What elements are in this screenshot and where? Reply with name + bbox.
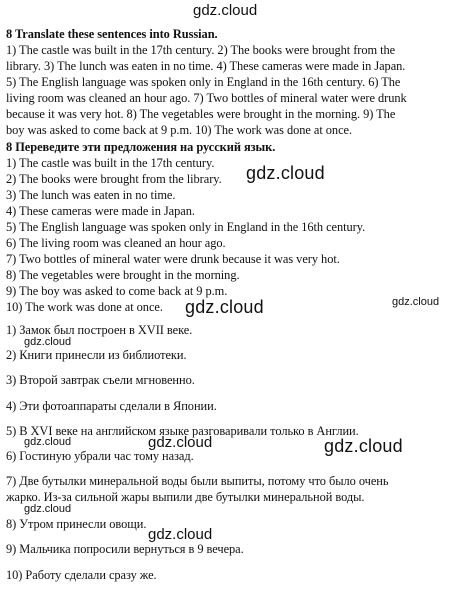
watermark: gdz.cloud (148, 526, 213, 543)
sentence-item: 4) These cameras were made in Japan. (6, 204, 195, 218)
answer-line: 2) Книги принесли из библиотеки. (6, 348, 187, 362)
answer-line: 5) В XVI веке на английском языке разговаривали только в Англии. (6, 424, 359, 438)
paragraph-line: 5) The English language was spoken only in England in the 16th century. 6) The (6, 75, 401, 89)
sentence-item: 1) The castle was built in the 17th century. (6, 156, 215, 170)
watermark: gdz.cloud (24, 503, 72, 515)
sentence-item: 5) The English language was spoken only in England in the 16th century. (6, 220, 366, 234)
paragraph-line: boy was asked to come back at 9 p.m. 10) The work was done at once. (6, 123, 353, 137)
paragraph-line: living room was cleaned an hour ago. 7) Two bottles of mineral water were drunk (6, 91, 407, 105)
sentence-item: 2) The books were brought from the library. (6, 172, 222, 186)
watermark: gdz.cloud (24, 336, 72, 348)
sentence-item: 6) The living room was cleaned an hour ago. (6, 236, 226, 250)
watermark: gdz.cloud (148, 434, 213, 451)
paragraph-line: 1) The castle was built in the 17th century. 2) The books were brought from the (6, 43, 396, 57)
watermark: gdz.cloud (185, 297, 264, 317)
watermark: gdz.cloud (392, 296, 440, 308)
answer-line: 8) Утром принесли овощи. (6, 517, 147, 531)
watermark: gdz.cloud (193, 2, 258, 19)
watermark: gdz.cloud (24, 436, 72, 448)
sentence-item: 8) The vegetables were brought in the morning. (6, 268, 240, 282)
answer-line: 10) Работу сделали сразу же. (6, 568, 157, 582)
paragraph-line: because it was very hot. 8) The vegetables were brought in the morning. 9) The (6, 107, 396, 121)
answer-line: 4) Эти фотоаппараты сделали в Японии. (6, 399, 217, 413)
sentence-item: 3) The lunch was eaten in no time. (6, 188, 176, 202)
sentence-item: 9) The boy was asked to come back at 9 p.m. (6, 284, 228, 298)
paragraph-line: library. 3) The lunch was eaten in no time. 4) These cameras were made in Japan. (6, 59, 406, 73)
answer-line: жарко. Из-за сильной жары выпили две бутылки минеральной воды. (6, 490, 365, 504)
answer-line: 7) Две бутылки минеральной воды были выпиты, потому что было очень (6, 474, 389, 488)
answer-line: 6) Гостиную убрали час тому назад. (6, 449, 194, 463)
sentence-item: 7) Two bottles of mineral water were drunk because it was very hot. (6, 252, 340, 266)
watermark: gdz.cloud (246, 163, 325, 183)
sentence-item: 10) The work was done at once. (6, 300, 163, 314)
answer-line: 3) Второй завтрак съели мгновенно. (6, 373, 195, 387)
watermark: gdz.cloud (324, 436, 403, 456)
exercise-title-english: 8 Translate these sentences into Russian. (6, 27, 218, 41)
answer-line: 1) Замок был построен в XVII веке. (6, 323, 193, 337)
answer-line: 9) Мальчика попросили вернуться в 9 вечера. (6, 542, 244, 556)
exercise-title-russian: 8 Переведите эти предложения на русский язык. (6, 140, 276, 154)
